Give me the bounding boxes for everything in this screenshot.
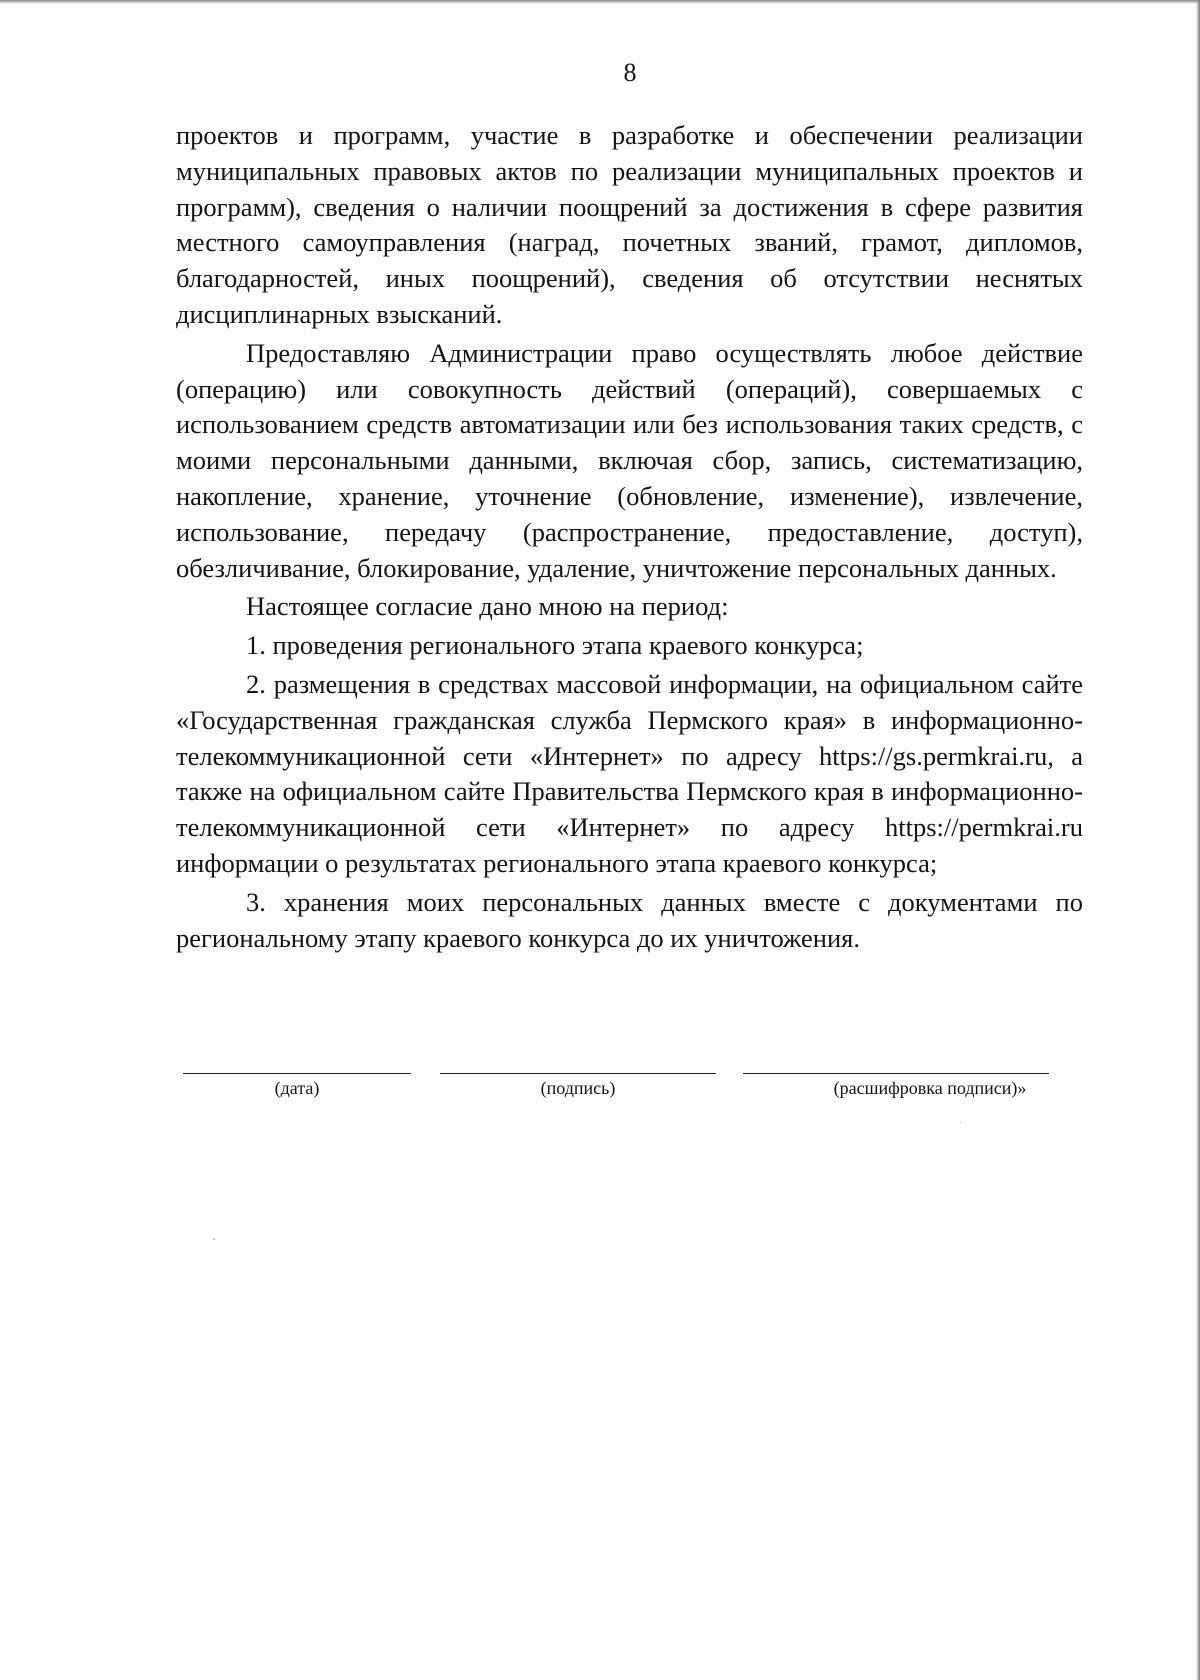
signature-decoding-caption: (расшифровка подписи)»	[833, 1078, 1027, 1098]
document-body	[176, 118, 1083, 956]
scan-edge-top	[0, 0, 1200, 4]
paragraph-consent-details: проектов и программ, участие в разработке и обеспечении реализации муниципальных правовых актов по реализации муниципальных проектов и программ), сведения о наличии поощрений за достижения в сфере развития местного самоуправления (наград, почетных званий, грамот, дипломов, благодарностей, иных поощрений), сведения об отсутствии неснятых дисциплинарных взысканий.	[176, 120, 1083, 329]
signature-line	[440, 1073, 716, 1074]
list-item-period-2: 2. размещения в средствах массовой информации, на официальном сайте «Государственная гражданская служба Пермского края» в информационно-телекоммуникационной сети «Интернет» по адресу https://gs.permkrai.ru, а также на официальном сайте Правительства Пермского края в информационно-телекоммуникационной сети «Интернет» по адресу https://permkrai.ru информации о результатах регионального этапа краевого конкурса;	[176, 668, 1083, 878]
date-line	[183, 1073, 411, 1074]
signature-caption: (подпись)	[540, 1078, 616, 1098]
list-item-period-1: 1. проведения регионального этапа краевого конкурса;	[246, 630, 864, 661]
scan-edge-right	[1196, 0, 1200, 1680]
page-number: 8	[623, 58, 637, 87]
date-caption: (дата)	[274, 1078, 320, 1098]
paragraph-processing-rights: Предоставляю Администрации право осуществлять любое действие (операцию) или совокупность действий (операций), совершаемых с использованием средств автоматизации или без использования таких средств, с моими персональными данными, включая сбор, запись, систематизацию, накопление, хранение, уточнение (обновление, изменение), извлечение, использование, передачу (распространение, предоставление, доступ), обезличивание, блокирование, удаление, уничтожение персональных данных.	[176, 337, 1083, 583]
scan-speck	[960, 1122, 961, 1123]
paragraph-consent-period: Настоящее согласие дано мною на период:	[246, 591, 729, 622]
signature-decoding-line	[743, 1073, 1049, 1074]
list-item-period-3: 3. хранения моих персональных данных вместе с документами по региональному этапу краевого конкурса до их уничтожения.	[176, 886, 1083, 953]
scan-speck	[213, 1238, 215, 1240]
